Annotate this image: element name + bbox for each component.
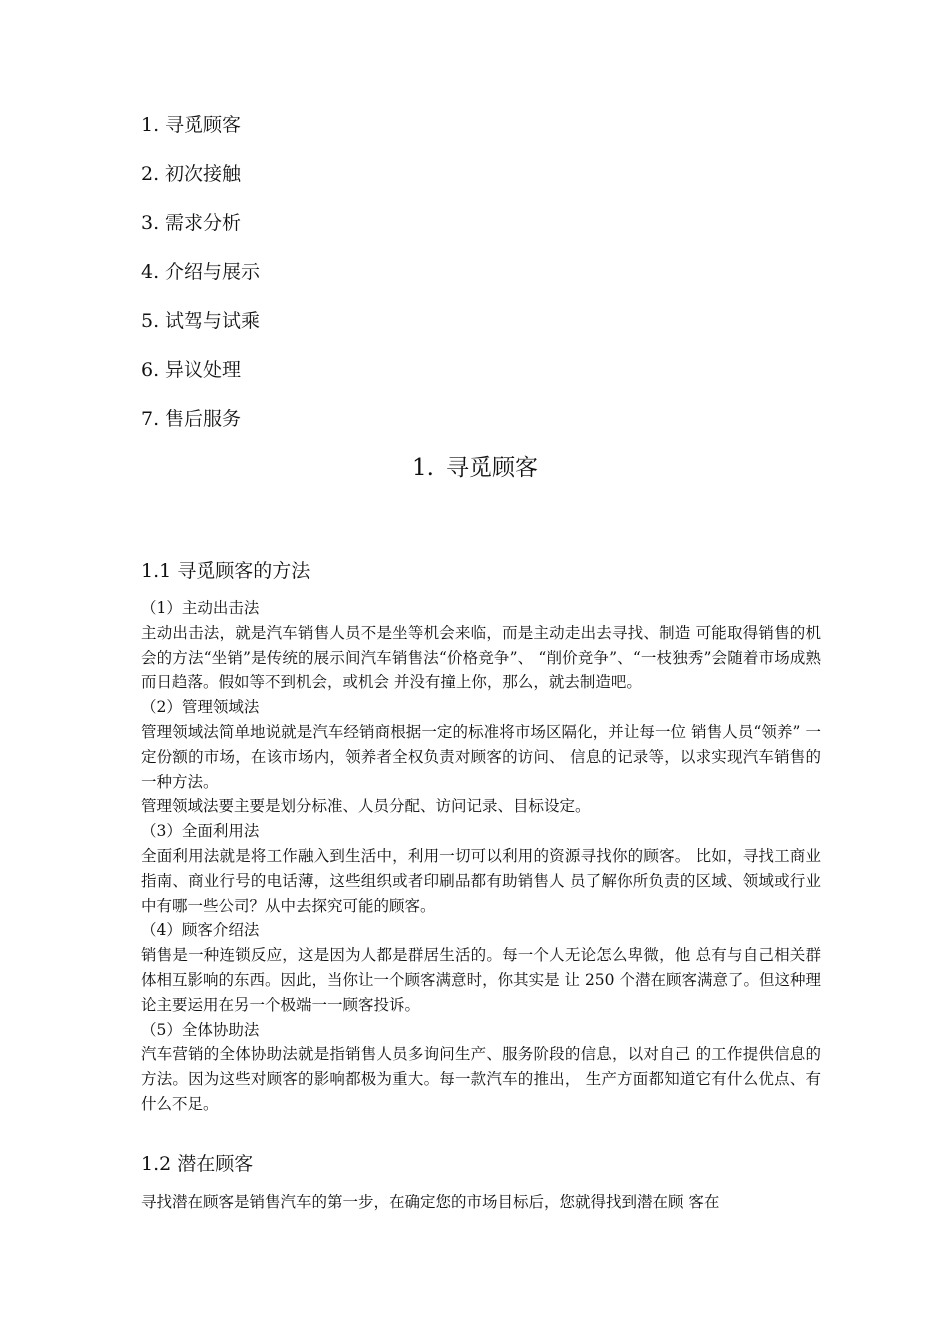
paragraph: 销售是一种连锁反应，这是因为人都是群居生活的。每一个人无论怎么卑微，他 总有与自己相关群体相互影响的东西。因此，当你让一个顾客满意时，你其实是 让 250 个潜在顾客满意了。但这种理论主要运用在另一个极端一一顾客投诉。 (141, 946, 821, 1014)
toc-item-label: 试驾与试乘 (165, 310, 261, 332)
toc-item (141, 257, 541, 306)
toc-item-number: 7. (141, 408, 160, 430)
method-subheading: （4）顾客介绍法 (141, 921, 260, 940)
toc-item (141, 208, 541, 257)
toc-item-label: 异议处理 (165, 359, 242, 381)
toc-item-label: 需求分析 (165, 212, 242, 234)
section-heading: 1.2 潜在顾客 (141, 1153, 254, 1175)
section-heading: 1.1 寻觅顾客的方法 (141, 560, 311, 582)
chapter-number: 1. (412, 455, 434, 481)
toc-item-number: 3. (141, 212, 160, 234)
toc-item-label: 介绍与展示 (165, 261, 261, 283)
toc-item-number: 1. (141, 114, 160, 136)
paragraph: 管理领域法要主要是划分标准、人员分配、访问记录、目标设定。 (141, 797, 591, 816)
method-subheading: （3）全面利用法 (141, 822, 260, 841)
toc-item-label: 寻觅顾客 (165, 114, 242, 136)
paragraph: 全面利用法就是将工作融入到生活中，利用一切可以利用的资源寻找你的顾客。 比如，寻找工商业指南、商业行号的电话薄，这些组织或者印刷品都有助销售人 员了解你所负责的区域、领域或行业中有哪一些公司？从中去探究可能的顾客。 (141, 846, 821, 915)
toc-item-label: 售后服务 (165, 408, 242, 430)
method-subheading: （5）全体协助法 (141, 1020, 260, 1039)
section-body (141, 596, 821, 1117)
method-subheading: （2）管理领域法 (141, 698, 260, 717)
toc-item-number: 6. (141, 359, 160, 381)
paragraph: 主动出击法，就是汽车销售人员不是坐等机会来临，而是主动走出去寻找、制造 可能取得销售的机会的方法“坐销”是传统的展示间汽车销售法“价格竞争”、 “削价竞争”、“一枝独秀”会随着市场成熟而日趋落。假如等不到机会，或机会 并没有撞上你，那么，就去制造吧。 (141, 623, 821, 692)
paragraph: 汽车营销的全体协助法就是指销售人员多询问生产、服务阶段的信息，以对自己 的工作提供信息的方法。因为这些对顾客的影响都极为重大。每一款汽车的推出， 生产方面都知道它有什么优点、有什么不足。 (141, 1045, 821, 1113)
paragraph: 寻找潜在顾客是销售汽车的第一步，在确定您的市场目标后，您就得找到潜在顾 客在 (141, 1193, 720, 1211)
toc-item-label: 初次接触 (165, 163, 242, 185)
toc-item (141, 306, 541, 355)
toc-item-number: 5. (141, 310, 160, 332)
toc-item (141, 159, 541, 208)
toc-item-number: 2. (141, 163, 160, 185)
toc-item (141, 355, 541, 404)
method-subheading: （1）主动出击法 (141, 599, 260, 617)
chapter-title: 寻觅顾客 (445, 455, 538, 481)
toc-item-number: 4. (141, 261, 160, 283)
paragraph: 管理领域法简单地说就是汽车经销商根据一定的标准将市场区隔化，并让每一位 销售人员“领养” 一定份额的市场，在该市场内，领养者全权负责对顾客的访问、 信息的记录等，以求实现汽车销售的一种方法。 (141, 722, 821, 791)
toc-item (141, 110, 541, 159)
section-body (141, 1190, 821, 1215)
toc-item (141, 404, 541, 453)
chapter-heading (0, 452, 950, 484)
table-of-contents (141, 110, 541, 453)
